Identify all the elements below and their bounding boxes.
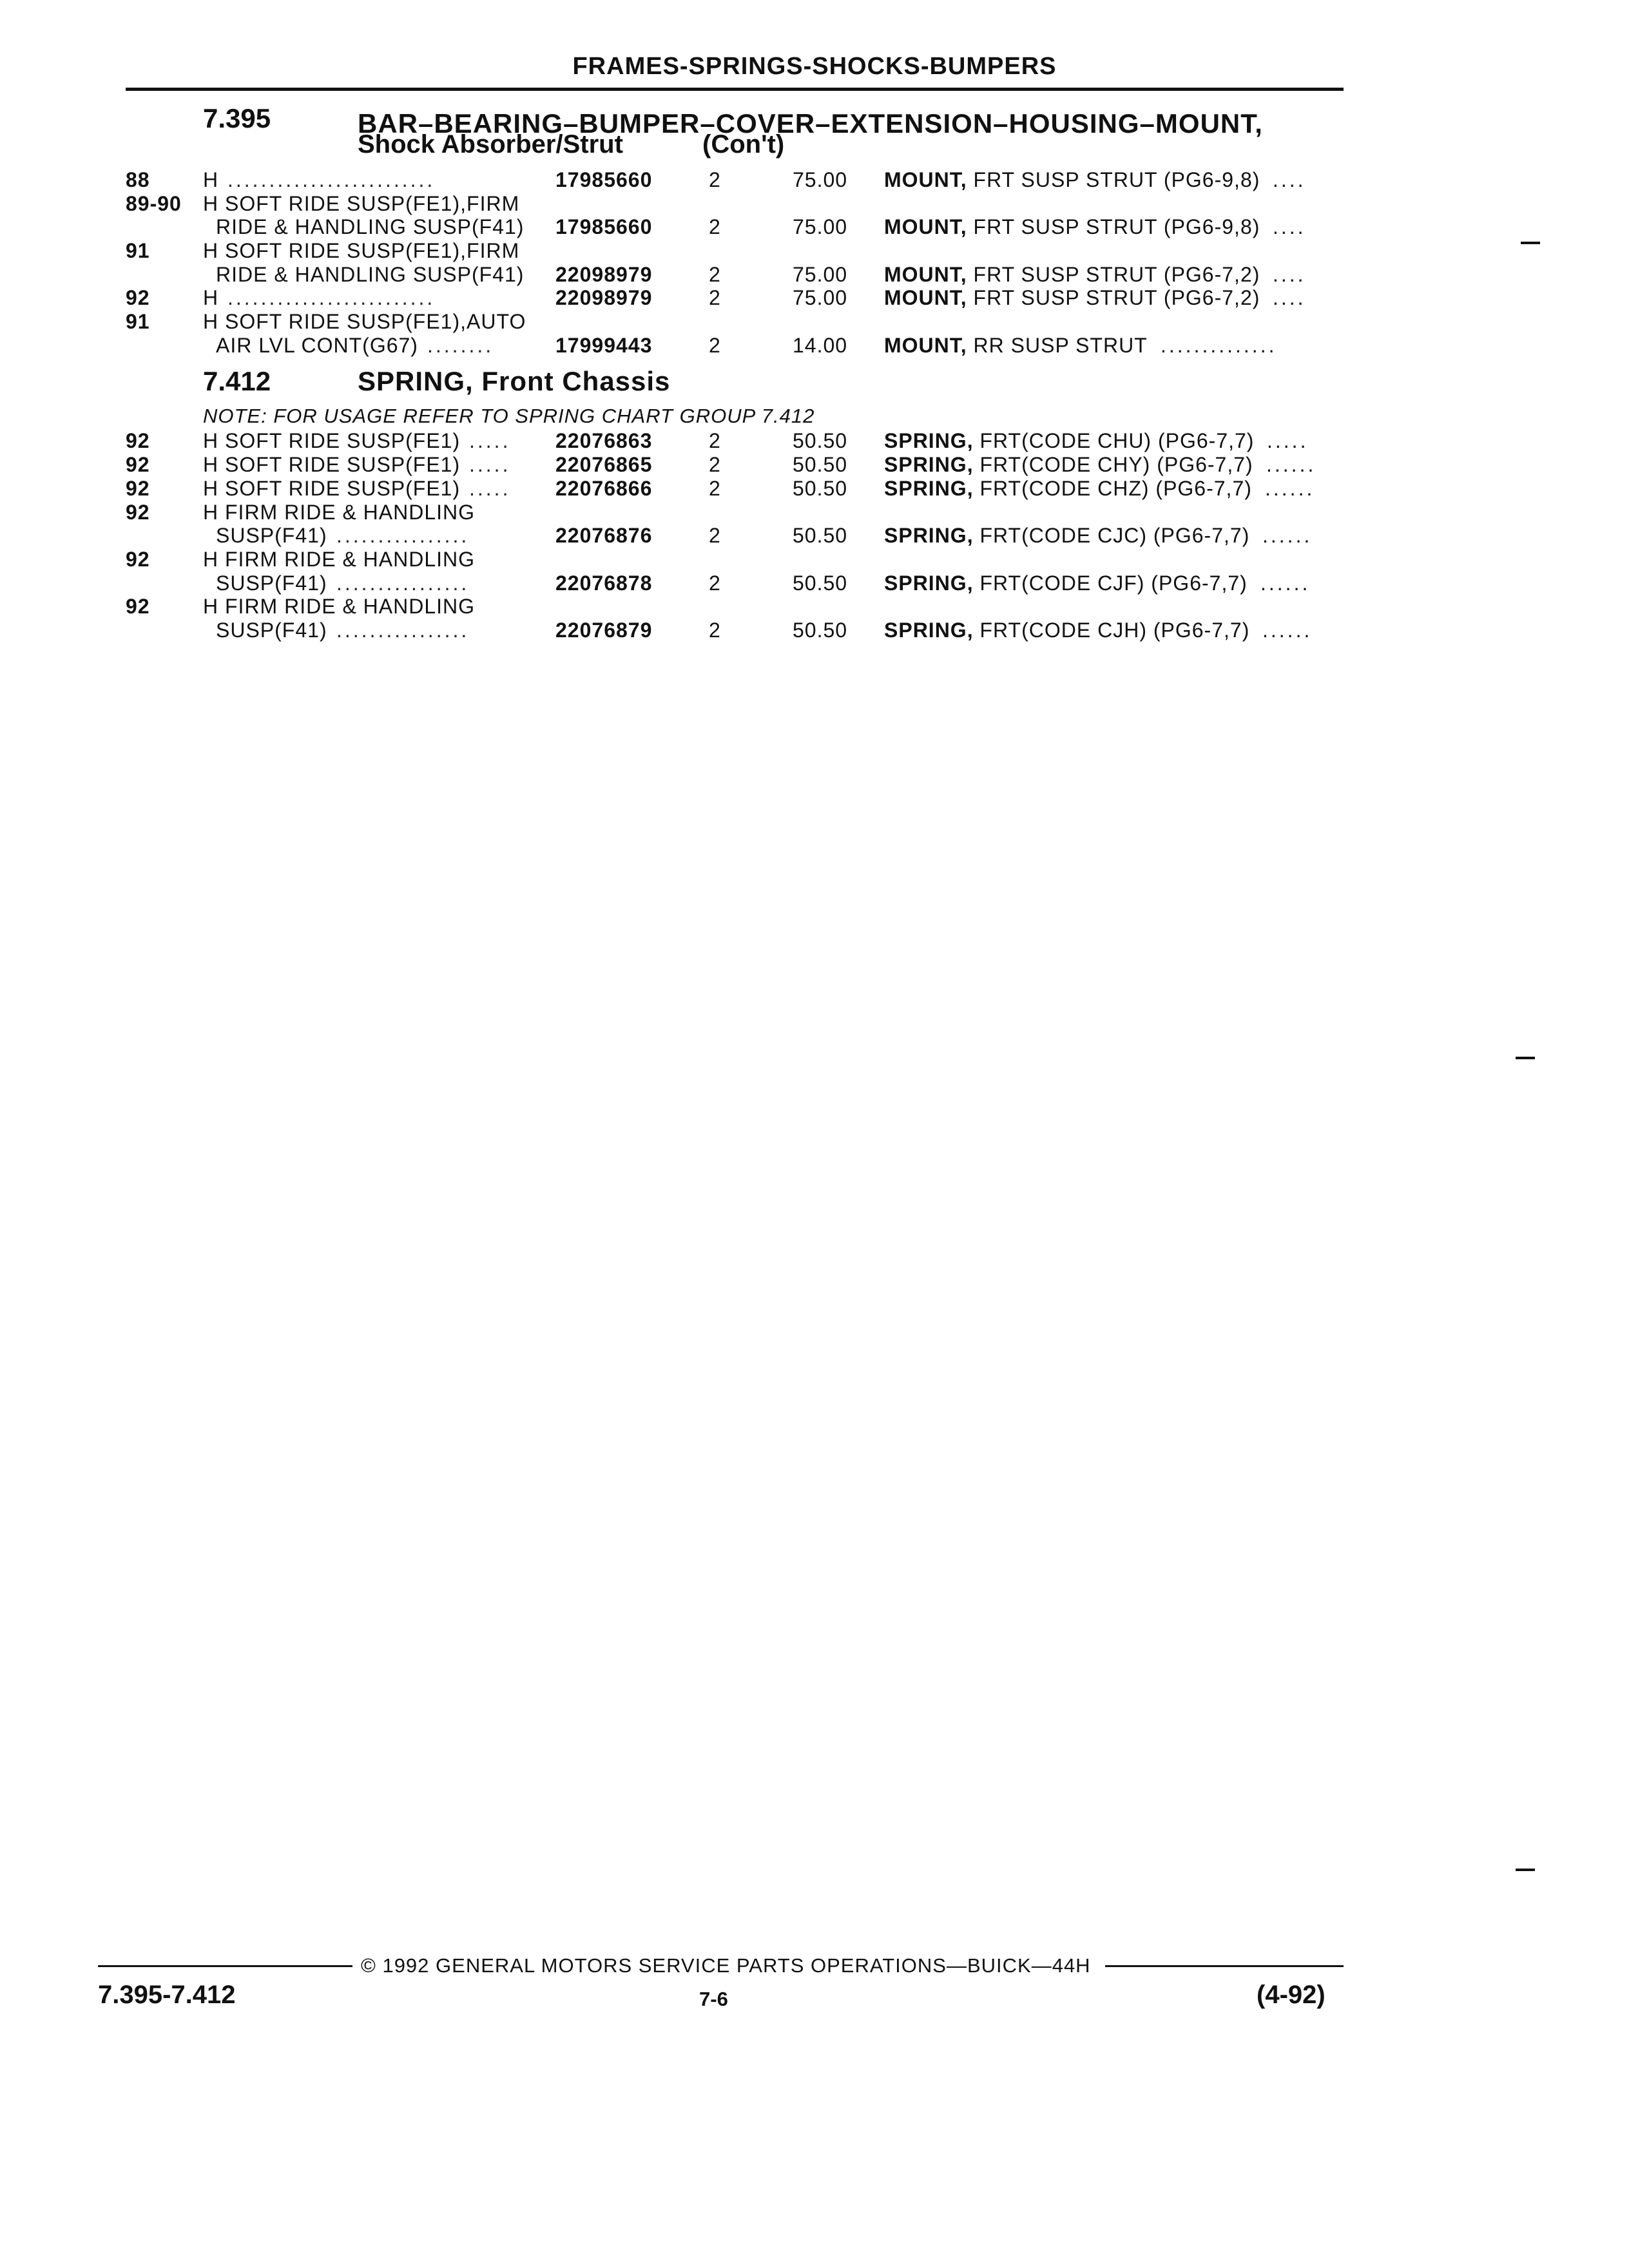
item-description: AIR LVL CONT(G67) (216, 334, 418, 357)
quantity: 2 (709, 286, 721, 309)
price: 50.50 (793, 477, 848, 500)
margin-mark (1521, 242, 1540, 244)
part-name-detail: FRT SUSP STRUT (PG6-9,8) (967, 215, 1260, 238)
part-number: 22076878 (555, 572, 653, 595)
part-name-keyword: SPRING, (884, 572, 974, 595)
quantity: 2 (709, 524, 721, 547)
item-description: H FIRM RIDE & HANDLING (203, 595, 476, 618)
parts-line (0, 476, 1629, 501)
part-name-detail: FRT(CODE CJH) (PG6-7,7) (973, 619, 1250, 642)
part-name-detail: FRT(CODE CHU) (PG6-7,7) (973, 429, 1255, 452)
quantity: 2 (709, 429, 721, 452)
quantity: 2 (709, 215, 721, 238)
part-number: 17999443 (555, 334, 653, 357)
part-name-detail: FRT SUSP STRUT (PG6-7,2) (967, 286, 1260, 309)
price: 75.00 (793, 168, 848, 191)
item-description: H SOFT RIDE SUSP(FE1),FIRM (203, 239, 520, 262)
footer-page-number: 7-6 (699, 1988, 728, 2010)
parts-line (0, 215, 1629, 239)
part-name-detail: FRT(CODE CJC) (PG6-7,7) (973, 524, 1250, 547)
item-description: H FIRM RIDE & HANDLING (203, 501, 476, 524)
leader-dots: ................ (336, 619, 470, 642)
trailing-dots: ...... (1266, 453, 1316, 476)
leader-dots: ................ (336, 572, 470, 595)
footer-section-range: 7.395-7.412 (98, 1981, 236, 2009)
part-name-detail: RR SUSP STRUT (967, 334, 1148, 357)
part-name (884, 168, 1260, 192)
footer-rule-left (98, 1965, 352, 1967)
leader-dots: ..... (469, 429, 511, 452)
item-ref-number: 92 (126, 453, 150, 476)
leader-dots: ................ (336, 524, 470, 547)
part-name-keyword: SPRING, (884, 619, 974, 642)
quantity: 2 (709, 263, 721, 286)
header-rule (126, 88, 1344, 91)
part-number: 22076865 (555, 453, 653, 476)
part-name-detail: FRT SUSP STRUT (PG6-9,8) (967, 168, 1260, 191)
item-description: RIDE & HANDLING SUSP(F41) (216, 263, 525, 286)
trailing-dots: .............. (1161, 334, 1277, 357)
part-name (884, 476, 1252, 501)
footer-date: (4-92) (1257, 1981, 1325, 2009)
page-title: FRAMES-SPRINGS-SHOCKS-BUMPERS (572, 53, 1057, 80)
part-name (884, 262, 1260, 287)
part-name-keyword: SPRING, (884, 477, 974, 500)
part-name (884, 618, 1249, 642)
parts-line (0, 594, 1629, 619)
parts-line (0, 618, 1629, 642)
price: 50.50 (793, 524, 848, 547)
price: 50.50 (793, 572, 848, 595)
item-ref-number: 92 (126, 501, 150, 524)
price: 75.00 (793, 286, 848, 309)
item-ref-number: 91 (126, 310, 150, 333)
leader-dots: ..... (469, 453, 511, 476)
footer-copyright: © 1992 GENERAL MOTORS SERVICE PARTS OPERATIONS—BUICK—44H (361, 1954, 1091, 1977)
part-number: 22076876 (555, 524, 653, 547)
trailing-dots: .... (1273, 263, 1306, 286)
quantity: 2 (709, 477, 721, 500)
section-number-7412: 7.412 (203, 366, 271, 396)
part-name (884, 452, 1253, 477)
item-ref-number: 92 (126, 429, 150, 452)
item-ref-number: 92 (126, 548, 150, 571)
section-subtitle-7395: Shock Absorber/Strut (358, 130, 623, 159)
part-number: 22076866 (555, 477, 653, 500)
price: 75.00 (793, 263, 848, 286)
item-ref-number: 92 (126, 286, 150, 309)
parts-line (0, 262, 1629, 287)
item-description: SUSP(F41) (216, 524, 327, 547)
leader-dots: ..... (469, 477, 511, 500)
parts-line (0, 168, 1629, 192)
leader-dots: ......................... (227, 168, 436, 191)
parts-line (0, 523, 1629, 548)
part-name-detail: FRT SUSP STRUT (PG6-7,2) (967, 263, 1260, 286)
item-description: H SOFT RIDE SUSP(FE1) (203, 477, 461, 500)
item-description: SUSP(F41) (216, 572, 327, 595)
part-name-detail: FRT(CODE CHY) (PG6-7,7) (973, 453, 1253, 476)
price: 14.00 (793, 334, 848, 357)
parts-line (0, 333, 1629, 358)
parts-line (0, 191, 1629, 216)
part-name (884, 333, 1148, 358)
parts-line (0, 285, 1629, 310)
quantity: 2 (709, 453, 721, 476)
part-name-keyword: MOUNT, (884, 263, 967, 286)
item-description: H SOFT RIDE SUSP(FE1),FIRM (203, 192, 520, 215)
quantity: 2 (709, 572, 721, 595)
part-name-detail: FRT(CODE CJF) (PG6-7,7) (973, 572, 1248, 595)
part-name-keyword: SPRING, (884, 429, 974, 452)
margin-mark (1516, 1057, 1535, 1059)
item-description: RIDE & HANDLING SUSP(F41) (216, 215, 525, 238)
parts-line (0, 452, 1629, 477)
part-number: 22098979 (555, 286, 653, 309)
part-name (884, 523, 1249, 548)
part-name-keyword: SPRING, (884, 453, 974, 476)
part-name-keyword: MOUNT, (884, 168, 967, 191)
trailing-dots: ...... (1262, 524, 1313, 547)
item-ref-number: 88 (126, 168, 150, 191)
trailing-dots: ...... (1262, 619, 1313, 642)
item-description: H SOFT RIDE SUSP(FE1) (203, 453, 461, 476)
trailing-dots: .... (1273, 215, 1306, 238)
item-description: SUSP(F41) (216, 619, 327, 642)
leader-dots: ......................... (227, 286, 436, 309)
part-name-keyword: MOUNT, (884, 334, 967, 357)
price: 50.50 (793, 619, 848, 642)
part-name-keyword: SPRING, (884, 524, 974, 547)
item-ref-number: 92 (126, 477, 150, 500)
section-number-7395: 7.395 (203, 103, 271, 133)
trailing-dots: .... (1273, 286, 1306, 309)
section-title-7412: SPRING, Front Chassis (358, 366, 671, 396)
trailing-dots: ..... (1267, 429, 1309, 452)
item-description: H (203, 168, 219, 191)
quantity: 2 (709, 334, 721, 357)
part-number: 17985660 (555, 168, 653, 191)
item-ref-number: 91 (126, 239, 150, 262)
trailing-dots: ...... (1260, 572, 1311, 595)
part-name-keyword: MOUNT, (884, 215, 967, 238)
quantity: 2 (709, 168, 721, 191)
parts-line (0, 428, 1629, 453)
price: 50.50 (793, 429, 848, 452)
parts-line (0, 500, 1629, 524)
part-number: 22076879 (555, 619, 653, 642)
part-name-detail: FRT(CODE CHZ) (PG6-7,7) (973, 477, 1252, 500)
part-name (884, 571, 1248, 595)
footer-rule-right (1105, 1965, 1344, 1967)
item-description: H FIRM RIDE & HANDLING (203, 548, 476, 571)
trailing-dots: ...... (1265, 477, 1315, 500)
item-description: H SOFT RIDE SUSP(FE1) (203, 429, 461, 452)
usage-note: NOTE: FOR USAGE REFER TO SPRING CHART GROUP 7.412 (203, 405, 815, 427)
item-ref-number: 92 (126, 595, 150, 618)
parts-line (0, 238, 1629, 263)
part-name-keyword: MOUNT, (884, 286, 967, 309)
part-number: 22076863 (555, 429, 653, 452)
quantity: 2 (709, 619, 721, 642)
margin-mark (1516, 1869, 1535, 1871)
item-ref-number: 89-90 (126, 192, 182, 215)
section-continued: (Con't) (702, 130, 785, 159)
price: 75.00 (793, 215, 848, 238)
part-number: 17985660 (555, 215, 653, 238)
part-name (884, 285, 1260, 310)
part-name (884, 215, 1260, 239)
trailing-dots: .... (1273, 168, 1306, 191)
section-title-7395: BAR–BEARING–BUMPER–COVER–EXTENSION–HOUSING–MOUNT, (358, 108, 1263, 139)
item-description: H (203, 286, 219, 309)
part-number: 22098979 (555, 263, 653, 286)
part-name (884, 428, 1254, 453)
price: 50.50 (793, 453, 848, 476)
parts-line (0, 309, 1629, 334)
parts-line (0, 571, 1629, 595)
parts-line (0, 547, 1629, 572)
leader-dots: ........ (427, 334, 494, 357)
item-description: H SOFT RIDE SUSP(FE1),AUTO (203, 310, 526, 333)
